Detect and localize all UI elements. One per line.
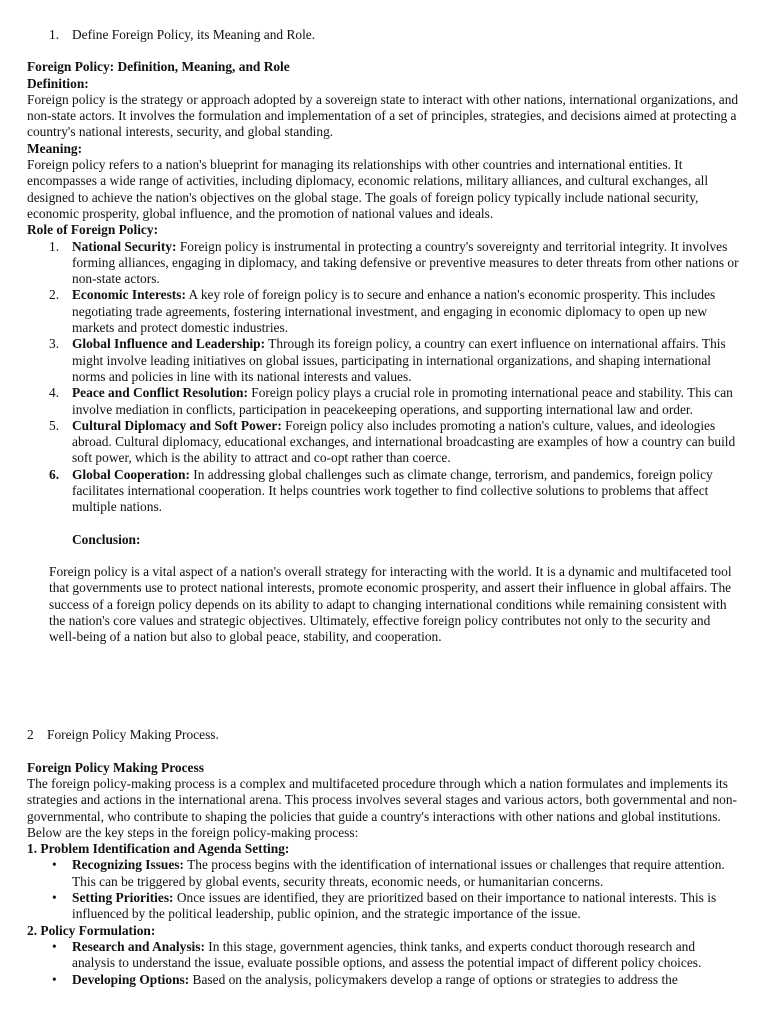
roles-list <box>27 239 739 516</box>
role-number: 1. <box>49 238 60 254</box>
role-title: Economic Interests: <box>72 287 186 303</box>
bullet-icon: • <box>52 857 57 873</box>
question-1 <box>27 27 739 43</box>
step-2-heading: 2. Policy Formulation: <box>27 922 156 938</box>
definition-body: Foreign policy is the strategy or approach adopted by a sovereign state to interact with other nations, international organizations, and non-state actors. It involves the formulation and implementation of a set of principles, strategies, and decisions aimed at protecting a country's national interests, security, and global standing. <box>27 91 739 140</box>
list-item <box>27 939 739 972</box>
role-text: Through its foreign policy, a country can exert influence on international affairs. This might involve leading initiatives on global issues, participating in international organizations, and shaping international norms and policies in line with its national interests and values. <box>72 336 726 384</box>
role-number: 3. <box>49 336 60 352</box>
role-text: Foreign policy also includes promoting a nation's culture, values, and ideologies abroad. Cultural diplomacy, educational exchanges, and international broadcasting are examples of how a country can build soft power, which is the ability to attract and co-opt rather than coerce. <box>72 417 736 466</box>
bullet-icon: • <box>52 971 57 987</box>
document-page <box>27 27 739 988</box>
item-text: In this stage, government agencies, think tanks, and experts conduct thorough research and analysis to understand the issue, evaluate possible options, and assess the potential impact of different policy choices. <box>72 938 702 971</box>
question-1-text: Define Foreign Policy, its Meaning and Role. <box>72 27 316 42</box>
question-2-number: 2 <box>27 727 34 743</box>
meaning-heading: Meaning: <box>27 140 83 156</box>
question-1-number: 1. <box>49 27 60 42</box>
item-title: Developing Options: <box>72 971 190 987</box>
role-item <box>27 287 739 336</box>
question-2-text: Foreign Policy Making Process. <box>47 727 219 743</box>
list-item <box>27 890 739 923</box>
role-title: Global Cooperation: <box>72 466 190 482</box>
section-2-title: Foreign Policy Making Process <box>27 759 204 775</box>
section-1-title: Foreign Policy: Definition, Meaning, and Role <box>27 59 290 75</box>
role-item <box>27 336 739 385</box>
role-title: National Security: <box>72 238 177 254</box>
question-2 <box>27 727 739 743</box>
section-2-intro: The foreign policy-making process is a complex and multifaceted procedure through which a nation formulates and implements its strategies and actions in the international arena. This process involves several stages and various actors, both governmental and non-governmental, who contribute to shaping the policies that guide a country's interactions with other nations and global institutions. Below are the key steps in the foreign policy-making process: <box>27 775 737 840</box>
item-text: Once issues are identified, they are prioritized based on their importance to national interests. This is influenced by the political leadership, public opinion, and the strategic importance of the issue. <box>72 890 717 922</box>
role-text: Foreign policy plays a crucial role in promoting international peace and stability. This can involve mediation in conflicts, participation in peacekeeping operations, and supporting international law and order. <box>72 385 733 417</box>
role-item <box>27 418 739 467</box>
step-1-list <box>27 857 739 922</box>
role-number: 4. <box>49 385 60 401</box>
role-title: Global Influence and Leadership: <box>72 336 266 352</box>
conclusion-body: Foreign policy is a vital aspect of a nation's overall strategy for interacting with the world. It is a dynamic and multifaceted tool that governments use to protect national interests, promote economic prosperity, and assert their influence in global affairs. The success of a foreign policy depends on its ability to adapt to changing international conditions while remaining consistent with the nation's core values and strategic objectives. Ultimately, effective foreign policy contributes not only to the security and well-being of a nation but also to global peace, stability, and cooperation. <box>49 563 732 645</box>
role-text: In addressing global challenges such as climate change, terrorism, and pandemics, foreign policy facilitates international cooperation. It helps countries work together to find collective solutions to problems that affect multiple nations. <box>72 466 713 515</box>
role-title: Peace and Conflict Resolution: <box>72 385 248 401</box>
role-title: Cultural Diplomacy and Soft Power: <box>72 417 282 433</box>
role-text: A key role of foreign policy is to secure and enhance a nation's economic prosperity. This includes negotiating trade agreements, fostering international investment, and engaging in economic diplomacy to open up new markets and protect domestic industries. <box>72 287 716 336</box>
bullet-icon: • <box>52 890 57 906</box>
definition-heading: Definition: <box>27 75 89 91</box>
bullet-icon: • <box>52 938 57 954</box>
item-title: Recognizing Issues: <box>72 857 184 873</box>
item-title: Research and Analysis: <box>72 938 205 954</box>
step-2-list <box>27 939 739 988</box>
role-number: 2. <box>49 287 60 303</box>
role-item <box>27 385 739 418</box>
list-item <box>27 857 739 890</box>
item-title: Setting Priorities: <box>72 890 174 906</box>
item-text: The process begins with the identification of international issues or challenges that require attention. This can be triggered by global events, security threats, economic needs, or humanitarian concerns. <box>72 857 725 889</box>
role-number: 6. <box>49 466 60 482</box>
list-item <box>27 972 739 988</box>
role-text: Foreign policy is instrumental in protecting a country's sovereignty and territorial integrity. It involves forming alliances, engaging in diplomacy, and taking defensive or preventive measures to deter threats from other nations or non-state actors. <box>72 238 739 287</box>
item-text: Based on the analysis, policymakers develop a range of options or strategies to address the <box>189 971 678 987</box>
meaning-body: Foreign policy refers to a nation's blueprint for managing its relationships with other countries and international entities. It encompasses a wide range of activities, including diplomacy, economic relations, military alliances, and cultural exchanges, all designed to achieve the nation's objectives on the global stage. The goals of foreign policy typically include national security, economic prosperity, global influence, and the promotion of national values and ideals. <box>27 157 709 221</box>
role-number: 5. <box>49 417 60 433</box>
step-1-heading: 1. Problem Identification and Agenda Setting: <box>27 841 290 857</box>
conclusion-heading: Conclusion: <box>72 531 141 547</box>
role-item <box>27 239 739 288</box>
role-heading: Role of Foreign Policy: <box>27 222 159 238</box>
role-item <box>27 467 739 516</box>
